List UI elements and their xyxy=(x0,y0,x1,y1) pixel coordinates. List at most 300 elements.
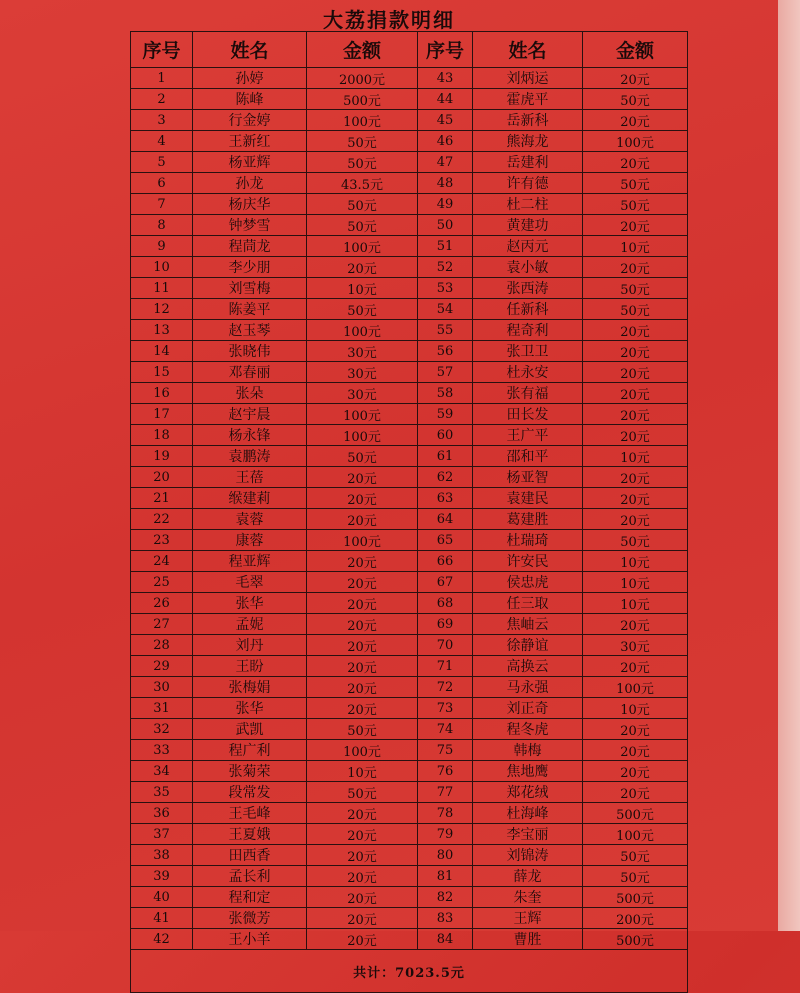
cell-seq-left: 18 xyxy=(131,425,193,446)
cell-seq-right: 75 xyxy=(418,740,473,761)
cell-seq-right: 76 xyxy=(418,761,473,782)
cell-name-left: 袁蓉 xyxy=(193,509,307,530)
cell-seq-left: 39 xyxy=(131,866,193,887)
cell-name-right: 袁建民 xyxy=(473,488,583,509)
cell-seq-right: 67 xyxy=(418,572,473,593)
cell-amount-right: 20元 xyxy=(583,320,688,341)
table-row xyxy=(131,131,688,152)
cell-seq-right: 61 xyxy=(418,446,473,467)
cell-amount-right: 50元 xyxy=(583,194,688,215)
cell-name-left: 武凯 xyxy=(193,719,307,740)
table-row xyxy=(131,593,688,614)
header-name-right: 姓名 xyxy=(473,32,583,68)
cell-amount-right: 50元 xyxy=(583,173,688,194)
cell-amount-right: 50元 xyxy=(583,89,688,110)
cell-amount-right: 20元 xyxy=(583,404,688,425)
cell-name-left: 程亚辉 xyxy=(193,551,307,572)
cell-name-left: 王蓓 xyxy=(193,467,307,488)
cell-seq-right: 53 xyxy=(418,278,473,299)
cell-seq-right: 82 xyxy=(418,887,473,908)
cell-seq-left: 32 xyxy=(131,719,193,740)
cell-name-right: 曹胜 xyxy=(473,929,583,950)
cell-amount-left: 50元 xyxy=(307,719,418,740)
table-row xyxy=(131,845,688,866)
table-row xyxy=(131,614,688,635)
cell-seq-left: 14 xyxy=(131,341,193,362)
header-amount-right: 金额 xyxy=(583,32,688,68)
cell-amount-right: 20元 xyxy=(583,110,688,131)
cell-seq-left: 16 xyxy=(131,383,193,404)
cell-amount-left: 20元 xyxy=(307,908,418,929)
cell-seq-right: 43 xyxy=(418,68,473,89)
cell-seq-right: 72 xyxy=(418,677,473,698)
cell-name-left: 毛翠 xyxy=(193,572,307,593)
cell-amount-right: 20元 xyxy=(583,215,688,236)
cell-amount-right: 20元 xyxy=(583,740,688,761)
cell-amount-left: 2000元 xyxy=(307,68,418,89)
cell-amount-right: 100元 xyxy=(583,824,688,845)
cell-seq-left: 30 xyxy=(131,677,193,698)
cell-amount-left: 30元 xyxy=(307,341,418,362)
cell-name-left: 康蓉 xyxy=(193,530,307,551)
cell-seq-left: 31 xyxy=(131,698,193,719)
table-row xyxy=(131,257,688,278)
cell-name-right: 杜二柱 xyxy=(473,194,583,215)
cell-amount-right: 10元 xyxy=(583,446,688,467)
cell-amount-left: 50元 xyxy=(307,446,418,467)
cell-seq-right: 74 xyxy=(418,719,473,740)
cell-amount-right: 20元 xyxy=(583,488,688,509)
cell-seq-right: 81 xyxy=(418,866,473,887)
table-row xyxy=(131,89,688,110)
table-row xyxy=(131,719,688,740)
cell-seq-right: 84 xyxy=(418,929,473,950)
cell-seq-left: 37 xyxy=(131,824,193,845)
cell-seq-left: 7 xyxy=(131,194,193,215)
cell-seq-right: 68 xyxy=(418,593,473,614)
cell-seq-left: 38 xyxy=(131,845,193,866)
table-row xyxy=(131,299,688,320)
cell-amount-right: 200元 xyxy=(583,908,688,929)
cell-seq-right: 70 xyxy=(418,635,473,656)
page-title: 大荔捐款明细 xyxy=(323,8,455,32)
cell-seq-right: 83 xyxy=(418,908,473,929)
cell-seq-right: 46 xyxy=(418,131,473,152)
cell-seq-right: 62 xyxy=(418,467,473,488)
cell-amount-left: 50元 xyxy=(307,215,418,236)
cell-seq-left: 24 xyxy=(131,551,193,572)
cell-seq-right: 55 xyxy=(418,320,473,341)
table-row xyxy=(131,446,688,467)
cell-name-left: 程广利 xyxy=(193,740,307,761)
cell-name-left: 杨庆华 xyxy=(193,194,307,215)
cell-seq-right: 52 xyxy=(418,257,473,278)
cell-seq-right: 44 xyxy=(418,89,473,110)
cell-amount-left: 20元 xyxy=(307,803,418,824)
cell-amount-left: 20元 xyxy=(307,614,418,635)
cell-amount-right: 10元 xyxy=(583,236,688,257)
table-row xyxy=(131,887,688,908)
table-row xyxy=(131,194,688,215)
table-row xyxy=(131,782,688,803)
cell-name-left: 杨永锋 xyxy=(193,425,307,446)
cell-name-right: 张西涛 xyxy=(473,278,583,299)
table-row xyxy=(131,425,688,446)
cell-seq-right: 56 xyxy=(418,341,473,362)
cell-name-left: 刘丹 xyxy=(193,635,307,656)
cell-seq-right: 48 xyxy=(418,173,473,194)
cell-name-right: 杨亚智 xyxy=(473,467,583,488)
cell-amount-left: 20元 xyxy=(307,929,418,950)
cell-amount-left: 20元 xyxy=(307,488,418,509)
cell-amount-left: 20元 xyxy=(307,551,418,572)
cell-seq-left: 6 xyxy=(131,173,193,194)
cell-seq-right: 71 xyxy=(418,656,473,677)
cell-name-right: 黄建功 xyxy=(473,215,583,236)
header-seq-right: 序号 xyxy=(418,32,473,68)
cell-name-left: 程和定 xyxy=(193,887,307,908)
table-row xyxy=(131,110,688,131)
cell-amount-left: 500元 xyxy=(307,89,418,110)
table-row xyxy=(131,908,688,929)
cell-seq-left: 19 xyxy=(131,446,193,467)
cell-seq-left: 2 xyxy=(131,89,193,110)
table-body xyxy=(131,68,688,950)
cell-amount-left: 20元 xyxy=(307,635,418,656)
cell-name-right: 霍虎平 xyxy=(473,89,583,110)
cell-amount-left: 20元 xyxy=(307,698,418,719)
cell-amount-left: 50元 xyxy=(307,194,418,215)
cell-amount-left: 100元 xyxy=(307,740,418,761)
cell-name-right: 李宝丽 xyxy=(473,824,583,845)
table-row xyxy=(131,761,688,782)
cell-amount-right: 20元 xyxy=(583,761,688,782)
total-row xyxy=(131,950,688,993)
table-row xyxy=(131,152,688,173)
table-row xyxy=(131,215,688,236)
cell-name-left: 孟长利 xyxy=(193,866,307,887)
cell-seq-right: 63 xyxy=(418,488,473,509)
cell-name-right: 刘正奇 xyxy=(473,698,583,719)
cell-amount-left: 50元 xyxy=(307,152,418,173)
cell-amount-right: 20元 xyxy=(583,341,688,362)
cell-seq-left: 26 xyxy=(131,593,193,614)
cell-seq-left: 10 xyxy=(131,257,193,278)
cell-seq-left: 35 xyxy=(131,782,193,803)
cell-name-left: 程茼龙 xyxy=(193,236,307,257)
cell-name-left: 邓春丽 xyxy=(193,362,307,383)
cell-amount-right: 20元 xyxy=(583,425,688,446)
cell-seq-left: 22 xyxy=(131,509,193,530)
cell-amount-right: 20元 xyxy=(583,362,688,383)
cell-seq-left: 8 xyxy=(131,215,193,236)
total-amount: 共计：7023.5元 xyxy=(131,950,688,993)
cell-name-right: 岳建利 xyxy=(473,152,583,173)
table-row xyxy=(131,467,688,488)
cell-name-left: 田西香 xyxy=(193,845,307,866)
cell-name-left: 缑建莉 xyxy=(193,488,307,509)
cell-amount-right: 20元 xyxy=(583,68,688,89)
cell-name-right: 许有德 xyxy=(473,173,583,194)
cell-seq-right: 54 xyxy=(418,299,473,320)
cell-amount-right: 20元 xyxy=(583,467,688,488)
cell-seq-left: 12 xyxy=(131,299,193,320)
cell-amount-left: 20元 xyxy=(307,257,418,278)
cell-seq-left: 21 xyxy=(131,488,193,509)
cell-name-right: 王辉 xyxy=(473,908,583,929)
cell-name-right: 许安民 xyxy=(473,551,583,572)
cell-seq-right: 69 xyxy=(418,614,473,635)
cell-amount-left: 100元 xyxy=(307,110,418,131)
cell-name-left: 孟妮 xyxy=(193,614,307,635)
cell-name-right: 岳新科 xyxy=(473,110,583,131)
cell-amount-left: 10元 xyxy=(307,278,418,299)
cell-seq-right: 80 xyxy=(418,845,473,866)
cell-name-left: 王毛峰 xyxy=(193,803,307,824)
table-row xyxy=(131,509,688,530)
cell-seq-right: 58 xyxy=(418,383,473,404)
cell-seq-right: 45 xyxy=(418,110,473,131)
cell-amount-right: 10元 xyxy=(583,572,688,593)
cell-name-left: 王盼 xyxy=(193,656,307,677)
cell-name-right: 焦地鹰 xyxy=(473,761,583,782)
cell-name-left: 张华 xyxy=(193,593,307,614)
cell-amount-right: 20元 xyxy=(583,614,688,635)
cell-amount-right: 50元 xyxy=(583,278,688,299)
cell-seq-left: 28 xyxy=(131,635,193,656)
cell-seq-left: 36 xyxy=(131,803,193,824)
cell-amount-right: 500元 xyxy=(583,887,688,908)
cell-amount-right: 100元 xyxy=(583,677,688,698)
table-header-row xyxy=(131,32,688,68)
cell-name-right: 朱奎 xyxy=(473,887,583,908)
cell-name-right: 赵丙元 xyxy=(473,236,583,257)
cell-amount-right: 10元 xyxy=(583,551,688,572)
cell-amount-left: 50元 xyxy=(307,131,418,152)
cell-name-left: 段常发 xyxy=(193,782,307,803)
cell-amount-left: 20元 xyxy=(307,509,418,530)
cell-seq-left: 27 xyxy=(131,614,193,635)
cell-seq-left: 15 xyxy=(131,362,193,383)
paper-edge xyxy=(778,0,800,931)
table-row xyxy=(131,551,688,572)
cell-name-left: 张微芳 xyxy=(193,908,307,929)
table-row xyxy=(131,530,688,551)
table-row xyxy=(131,635,688,656)
cell-amount-left: 50元 xyxy=(307,299,418,320)
cell-seq-right: 65 xyxy=(418,530,473,551)
cell-name-right: 焦岫云 xyxy=(473,614,583,635)
cell-name-left: 行金婷 xyxy=(193,110,307,131)
cell-name-left: 张华 xyxy=(193,698,307,719)
table-row xyxy=(131,320,688,341)
cell-amount-left: 20元 xyxy=(307,467,418,488)
cell-amount-left: 10元 xyxy=(307,761,418,782)
cell-seq-left: 34 xyxy=(131,761,193,782)
cell-seq-right: 49 xyxy=(418,194,473,215)
cell-amount-right: 20元 xyxy=(583,509,688,530)
cell-name-right: 刘炳运 xyxy=(473,68,583,89)
cell-name-right: 刘锦涛 xyxy=(473,845,583,866)
cell-name-right: 任三取 xyxy=(473,593,583,614)
cell-amount-left: 30元 xyxy=(307,362,418,383)
cell-seq-left: 9 xyxy=(131,236,193,257)
cell-amount-right: 50元 xyxy=(583,866,688,887)
donation-table xyxy=(130,31,688,993)
cell-name-left: 张菊荣 xyxy=(193,761,307,782)
cell-name-left: 张梅娟 xyxy=(193,677,307,698)
cell-amount-left: 100元 xyxy=(307,425,418,446)
cell-name-right: 任新科 xyxy=(473,299,583,320)
table-row xyxy=(131,68,688,89)
cell-seq-right: 47 xyxy=(418,152,473,173)
cell-name-left: 孙婷 xyxy=(193,68,307,89)
table-row xyxy=(131,677,688,698)
cell-amount-right: 500元 xyxy=(583,803,688,824)
table-row xyxy=(131,383,688,404)
cell-amount-right: 30元 xyxy=(583,635,688,656)
cell-name-right: 韩梅 xyxy=(473,740,583,761)
cell-name-right: 马永强 xyxy=(473,677,583,698)
table-row xyxy=(131,740,688,761)
cell-name-left: 张晓伟 xyxy=(193,341,307,362)
cell-name-left: 王新红 xyxy=(193,131,307,152)
header-name-left: 姓名 xyxy=(193,32,307,68)
cell-seq-right: 57 xyxy=(418,362,473,383)
cell-amount-right: 500元 xyxy=(583,929,688,950)
cell-seq-right: 79 xyxy=(418,824,473,845)
cell-seq-left: 40 xyxy=(131,887,193,908)
cell-name-right: 薛龙 xyxy=(473,866,583,887)
cell-name-right: 张有福 xyxy=(473,383,583,404)
cell-amount-left: 20元 xyxy=(307,572,418,593)
cell-amount-left: 100元 xyxy=(307,236,418,257)
cell-name-right: 邵和平 xyxy=(473,446,583,467)
cell-name-right: 程冬虎 xyxy=(473,719,583,740)
table-row xyxy=(131,572,688,593)
cell-name-right: 熊海龙 xyxy=(473,131,583,152)
table-row xyxy=(131,173,688,194)
cell-amount-left: 30元 xyxy=(307,383,418,404)
table-row xyxy=(131,236,688,257)
cell-name-right: 杜瑞琦 xyxy=(473,530,583,551)
cell-seq-left: 29 xyxy=(131,656,193,677)
cell-name-left: 钟梦雪 xyxy=(193,215,307,236)
table-row xyxy=(131,341,688,362)
cell-amount-left: 20元 xyxy=(307,824,418,845)
cell-name-left: 袁鹏涛 xyxy=(193,446,307,467)
cell-amount-right: 20元 xyxy=(583,383,688,404)
cell-name-left: 王夏娥 xyxy=(193,824,307,845)
cell-amount-left: 100元 xyxy=(307,404,418,425)
cell-seq-left: 1 xyxy=(131,68,193,89)
cell-amount-right: 10元 xyxy=(583,593,688,614)
table-row xyxy=(131,656,688,677)
cell-seq-left: 25 xyxy=(131,572,193,593)
table-row xyxy=(131,404,688,425)
cell-name-right: 王广平 xyxy=(473,425,583,446)
cell-amount-right: 20元 xyxy=(583,782,688,803)
cell-name-left: 孙龙 xyxy=(193,173,307,194)
cell-amount-left: 100元 xyxy=(307,320,418,341)
cell-amount-right: 20元 xyxy=(583,257,688,278)
cell-name-right: 郑花绒 xyxy=(473,782,583,803)
cell-name-right: 张卫卫 xyxy=(473,341,583,362)
cell-amount-right: 50元 xyxy=(583,845,688,866)
cell-seq-left: 4 xyxy=(131,131,193,152)
cell-amount-left: 20元 xyxy=(307,866,418,887)
cell-name-right: 徐静谊 xyxy=(473,635,583,656)
cell-seq-right: 77 xyxy=(418,782,473,803)
table-row xyxy=(131,488,688,509)
cell-name-right: 程奇利 xyxy=(473,320,583,341)
cell-seq-right: 59 xyxy=(418,404,473,425)
cell-amount-right: 10元 xyxy=(583,698,688,719)
cell-name-right: 杜永安 xyxy=(473,362,583,383)
cell-seq-right: 60 xyxy=(418,425,473,446)
cell-name-right: 杜海峰 xyxy=(473,803,583,824)
cell-amount-right: 20元 xyxy=(583,152,688,173)
cell-name-left: 李少朋 xyxy=(193,257,307,278)
cell-name-right: 田长发 xyxy=(473,404,583,425)
cell-seq-left: 11 xyxy=(131,278,193,299)
cell-seq-left: 42 xyxy=(131,929,193,950)
cell-amount-left: 100元 xyxy=(307,530,418,551)
table-row xyxy=(131,929,688,950)
cell-name-right: 高换云 xyxy=(473,656,583,677)
table-row xyxy=(131,824,688,845)
table-row xyxy=(131,698,688,719)
cell-seq-left: 33 xyxy=(131,740,193,761)
cell-name-left: 陈峰 xyxy=(193,89,307,110)
cell-amount-left: 20元 xyxy=(307,887,418,908)
cell-amount-right: 50元 xyxy=(583,530,688,551)
cell-seq-left: 3 xyxy=(131,110,193,131)
cell-amount-left: 50元 xyxy=(307,782,418,803)
cell-amount-left: 20元 xyxy=(307,677,418,698)
cell-name-left: 赵玉琴 xyxy=(193,320,307,341)
cell-seq-right: 64 xyxy=(418,509,473,530)
cell-name-right: 侯忠虎 xyxy=(473,572,583,593)
cell-name-right: 袁小敏 xyxy=(473,257,583,278)
table-row xyxy=(131,803,688,824)
cell-name-left: 王小羊 xyxy=(193,929,307,950)
cell-seq-left: 13 xyxy=(131,320,193,341)
cell-name-left: 陈姜平 xyxy=(193,299,307,320)
table-row xyxy=(131,278,688,299)
header-seq-left: 序号 xyxy=(131,32,193,68)
cell-seq-right: 50 xyxy=(418,215,473,236)
cell-seq-left: 5 xyxy=(131,152,193,173)
cell-name-left: 杨亚辉 xyxy=(193,152,307,173)
header-amount-left: 金额 xyxy=(307,32,418,68)
cell-seq-left: 23 xyxy=(131,530,193,551)
cell-seq-left: 41 xyxy=(131,908,193,929)
cell-amount-right: 50元 xyxy=(583,299,688,320)
cell-seq-left: 17 xyxy=(131,404,193,425)
cell-seq-right: 73 xyxy=(418,698,473,719)
cell-amount-right: 20元 xyxy=(583,719,688,740)
cell-seq-right: 66 xyxy=(418,551,473,572)
table-row xyxy=(131,362,688,383)
cell-name-left: 赵宇晨 xyxy=(193,404,307,425)
cell-amount-left: 20元 xyxy=(307,656,418,677)
cell-seq-right: 78 xyxy=(418,803,473,824)
cell-name-left: 张朵 xyxy=(193,383,307,404)
cell-name-right: 葛建胜 xyxy=(473,509,583,530)
cell-amount-left: 43.5元 xyxy=(307,173,418,194)
table-row xyxy=(131,866,688,887)
